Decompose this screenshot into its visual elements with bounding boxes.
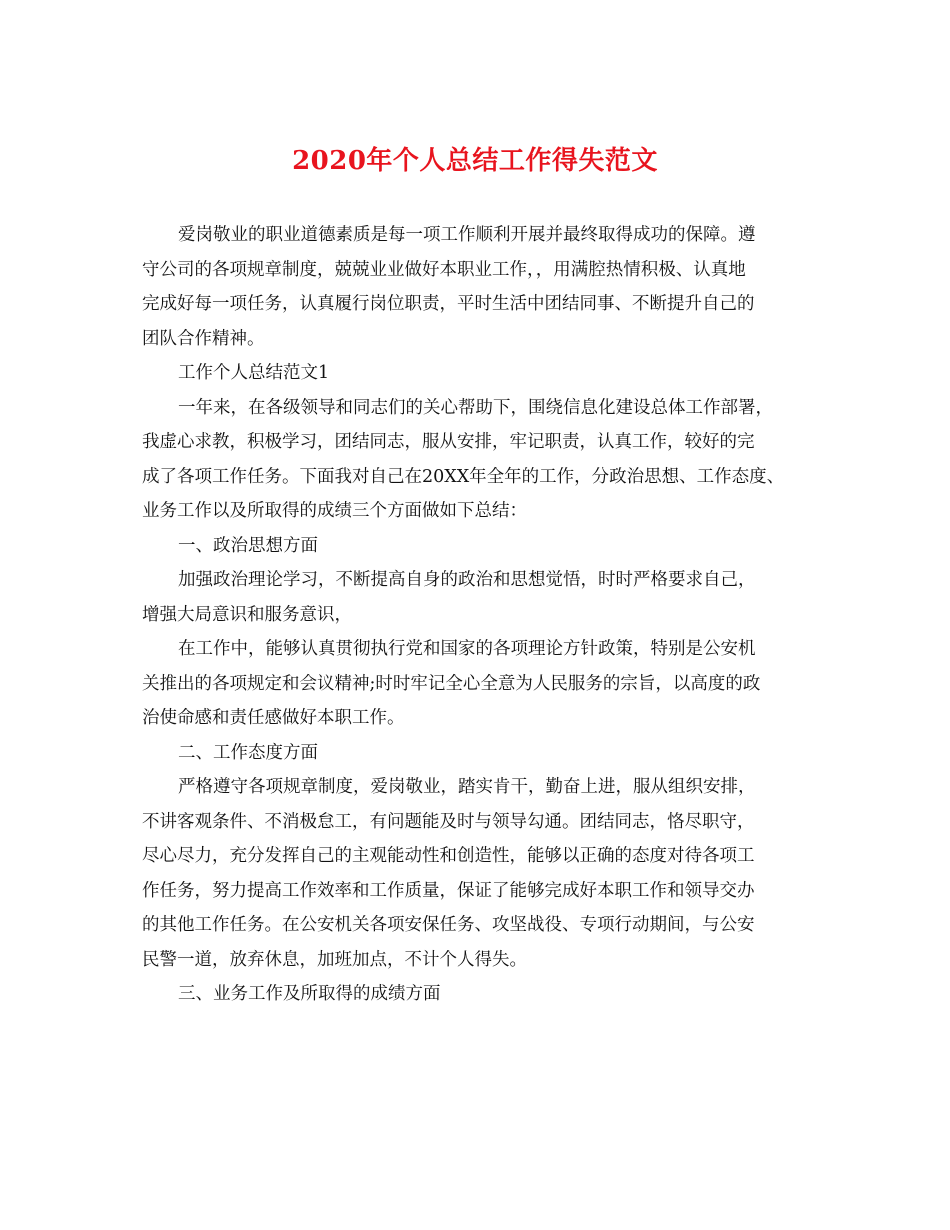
text-line: 成了各项工作任务。下面我对自己在20XX年全年的工作，分政治思想、工作态度、 (142, 466, 785, 487)
document-body (142, 218, 832, 1012)
text-line: 在工作中，能够认真贯彻执行党和国家的各项理论方针政策，特别是公安机 (178, 639, 756, 659)
text-line: 爱岗敬业的职业道德素质是每一项工作顺利开展并最终取得成功的保障。遵 (178, 225, 756, 245)
text-line: 守公司的各项规章制度，兢兢业业做好本职业工作，，用满腔热情积极、认真地 (142, 259, 746, 280)
text-line: 治使命感和责任感做好本职工作。 (142, 708, 405, 728)
text-line: 作任务，努力提高工作效率和工作质量，保证了能够完成好本职工作和领导交办 (142, 880, 755, 901)
text-line: 增强大局意识和服务意识， (142, 604, 352, 625)
text-line: 民警一道，放弃休息，加班加点，不计个人得失。 (142, 949, 527, 970)
document-title: 2020年个人总结工作得失范文 (292, 146, 658, 176)
text-line: 业务工作以及所取得的成绩三个方面做如下总结： (142, 501, 527, 521)
text-line: 的其他工作任务。在公安机关各项安保任务、攻坚战役、专项行动期间，与公安 (142, 915, 755, 935)
text-line: 严格遵守各项规章制度，爱岗敬业，踏实肯干，勤奋上进，服从组织安排， (178, 777, 756, 797)
text-line: 一年来，在各级领导和同志们的关心帮助下，围绕信息化建设总体工作部署， (178, 397, 773, 418)
text-line: 团队合作精神。 (142, 328, 265, 349)
text-line: 一、政治思想方面 (178, 535, 318, 556)
text-line: 加强政治理论学习，不断提高自身的政治和思想觉悟，时时严格要求自己， (178, 570, 756, 590)
text-line: 三、业务工作及所取得的成绩方面 (178, 984, 441, 1004)
text-line: 不讲客观条件、不消极怠工，有问题能及时与领导勾通。团结同志，恪尽职守， (142, 811, 755, 832)
text-line: 完成好每一项任务，认真履行岗位职责，平时生活中团结同事、不断提升自己的 (142, 294, 755, 314)
text-line: 工作个人总结范文1 (178, 363, 330, 383)
text-line: 关推出的各项规定和会议精神;时时牢记全心全意为人民服务的宗旨，以高度的政 (142, 673, 761, 694)
text-line: 尽心尽力，充分发挥自己的主观能动性和创造性，能够以正确的态度对待各项工 (142, 846, 755, 866)
text-line: 我虚心求教，积极学习，团结同志，服从安排，牢记职责，认真工作，较好的完 (142, 432, 755, 452)
text-line: 二、工作态度方面 (178, 742, 318, 763)
